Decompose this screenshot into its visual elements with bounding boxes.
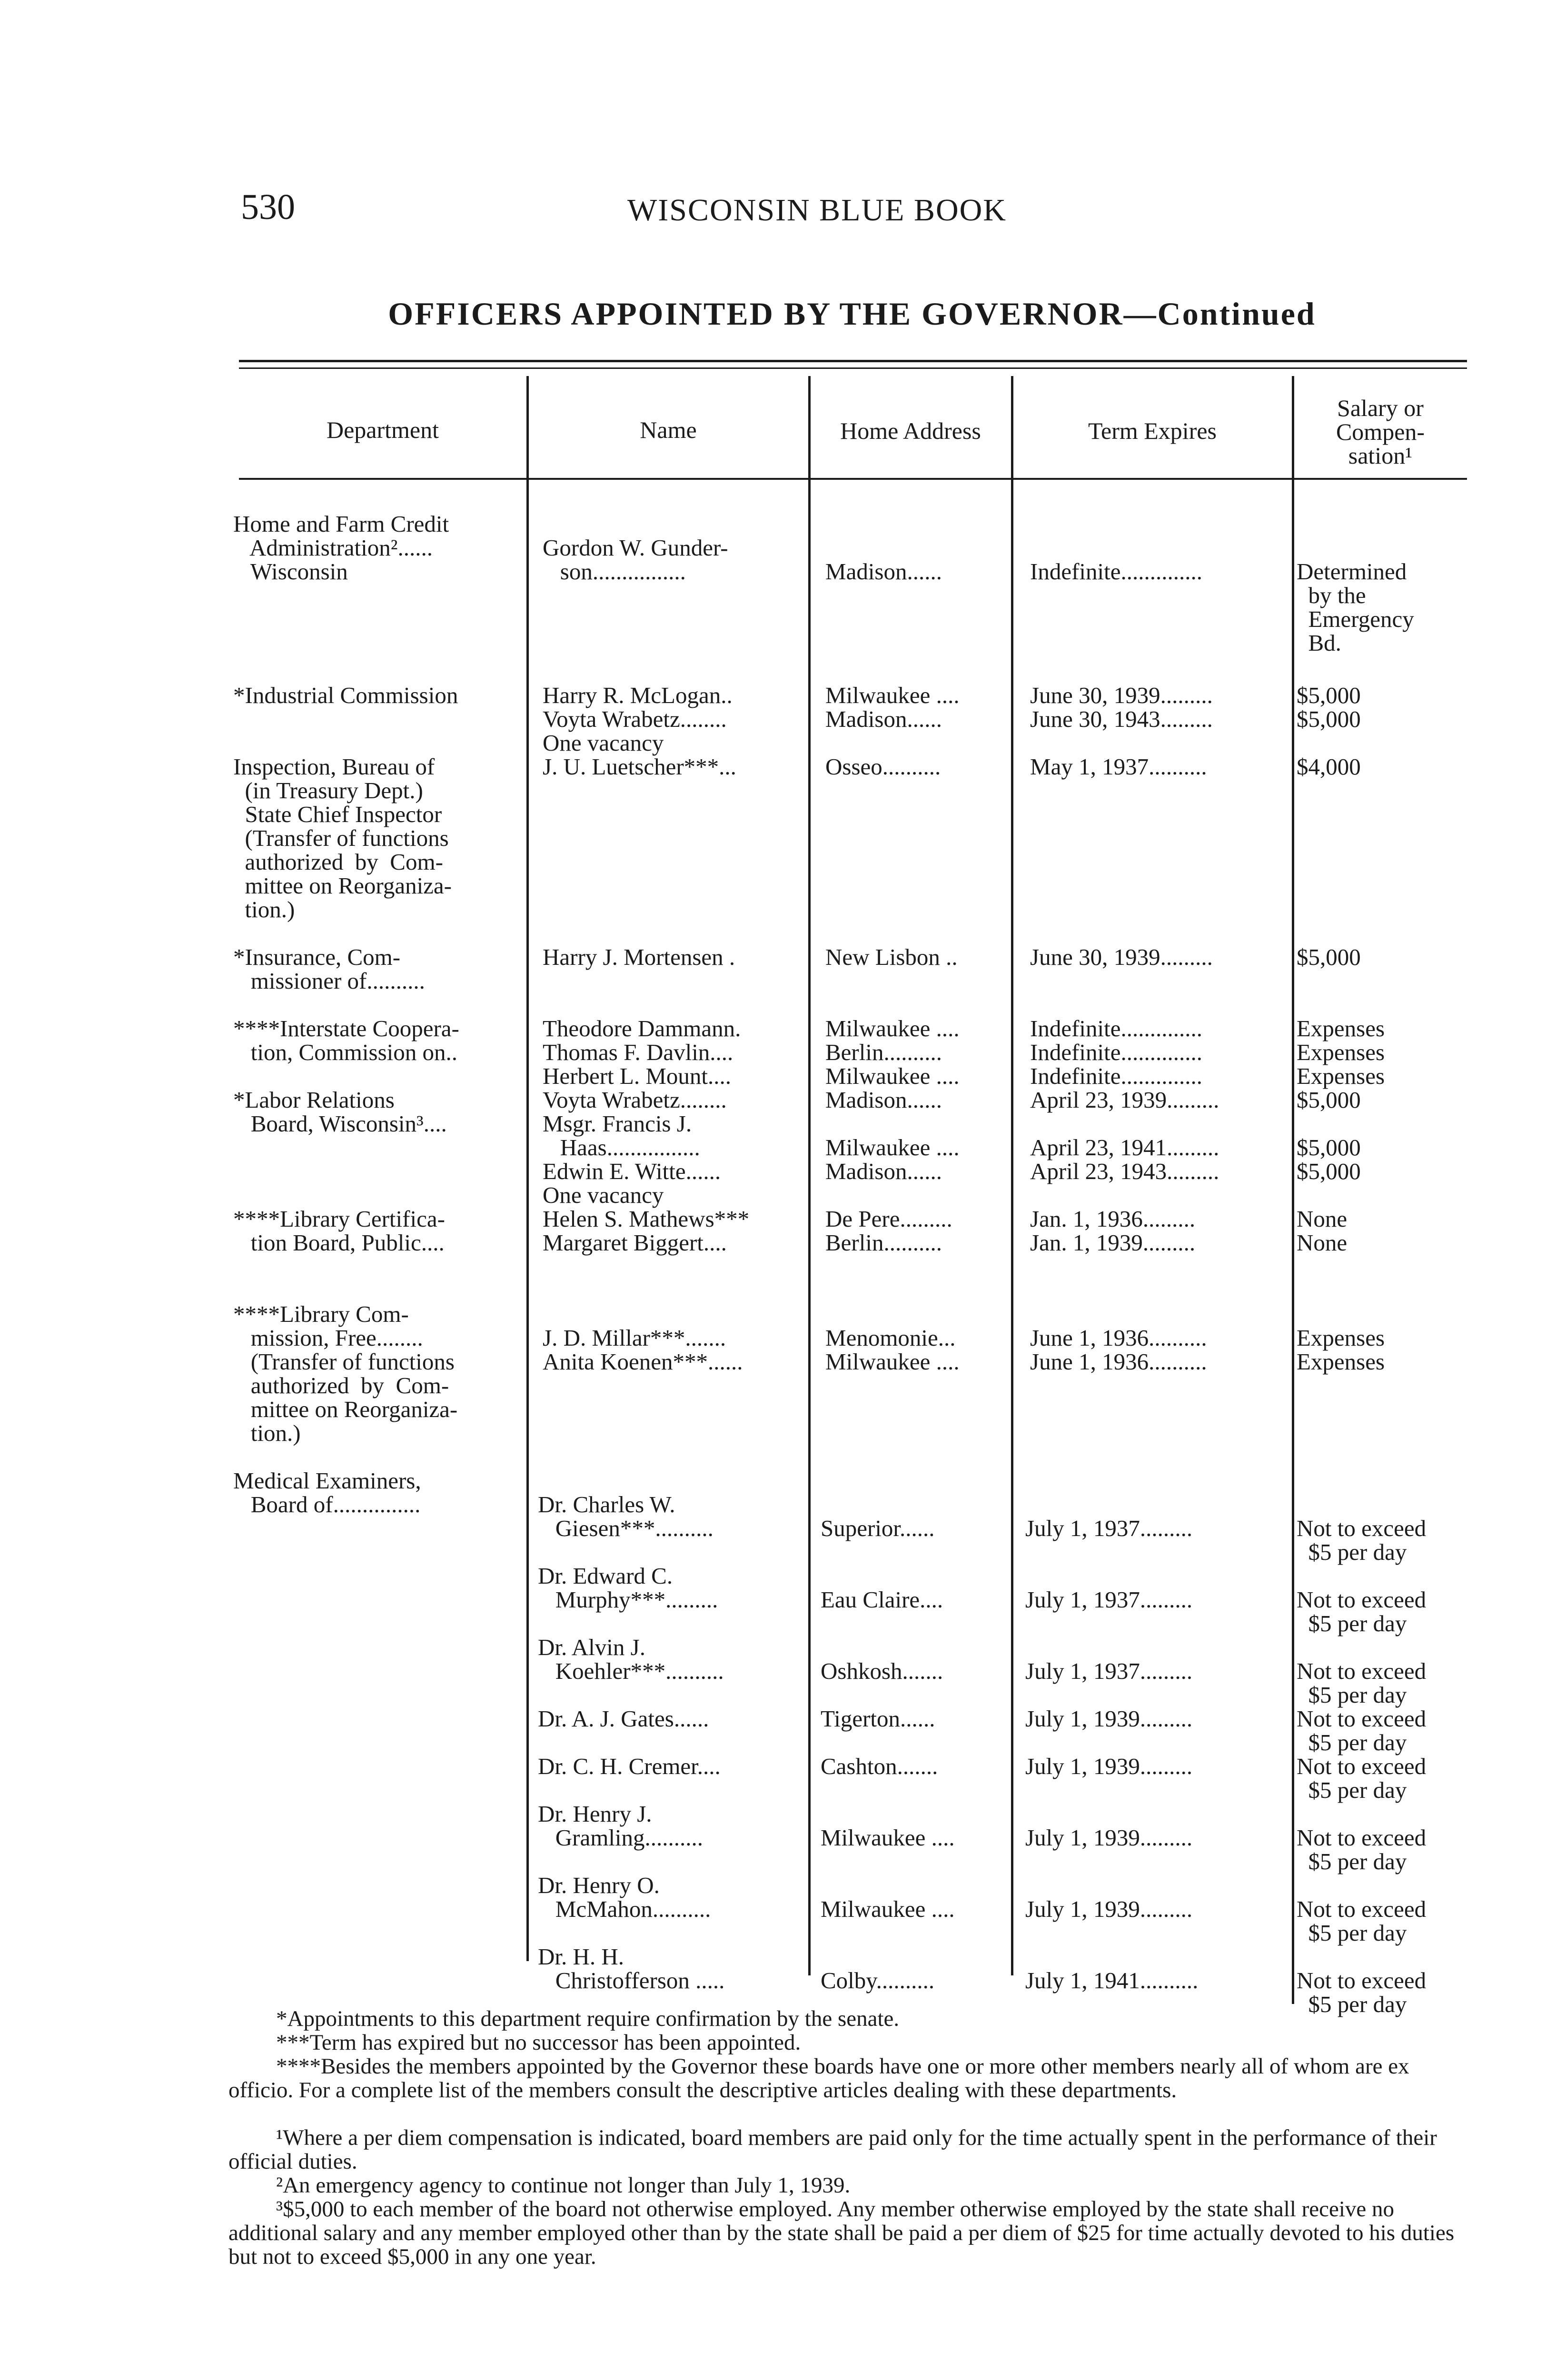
term-cell: May 1, 1937.......... [1030, 754, 1207, 780]
name-cell: Anita Koenen***...... [543, 1349, 743, 1375]
name-cell: Thomas F. Davlin.... [543, 1039, 733, 1065]
examiner-salary-cell: Not to exceed [1297, 1967, 1427, 1993]
salary-cell: Bd. [1297, 630, 1341, 656]
salary-cell: Expenses [1297, 1349, 1385, 1375]
department-cell: ****Interstate Coopera- [233, 1015, 459, 1041]
name-cell: Gordon W. Gunder- [543, 535, 728, 561]
department-cell: Administration²...... [233, 535, 433, 561]
footnote-text: ****Besides the members appointed by the Governor these boards have one or more other members nearly all of whom are ex officio. For a complete list of the members consult the descriptive articles dealing with these departments. [228, 2054, 1409, 2102]
column-divider [808, 376, 811, 1975]
name-cell: Msgr. Francis J. [543, 1111, 692, 1137]
term-cell: June 30, 1943......... [1030, 706, 1213, 732]
name-cell: Edwin E. Witte...... [543, 1158, 721, 1184]
examiner-term-cell: July 1, 1939......... [1025, 1825, 1193, 1851]
footnote [228, 2054, 1457, 2102]
examiner-name-cell: Dr. Henry O. [538, 1872, 660, 1898]
footnote-text: ¹Where a per diem compensation is indicated, board members are paid only for the time actually spent in the performance of their official duties. [228, 2125, 1437, 2174]
column-header-salary-line: sation¹ [1348, 442, 1413, 469]
page-number: 530 [241, 187, 295, 227]
examiner-address-cell: Colby.......... [821, 1967, 935, 1993]
name-cell: Voyta Wrabetz........ [543, 706, 727, 732]
examiner-salary-cell: Not to exceed [1297, 1658, 1427, 1684]
footnote-text: ²An emergency agency to continue not longer than July 1, 1939. [276, 2173, 851, 2198]
examiner-name-cell: Dr. Alvin J. [538, 1634, 645, 1660]
address-cell: New Lisbon .. [825, 944, 958, 970]
examiner-name-cell: Dr. Henry J. [538, 1801, 652, 1827]
examiner-term-cell: July 1, 1941.......... [1025, 1967, 1199, 1993]
address-cell: Berlin.......... [825, 1039, 942, 1065]
examiner-salary-cell: Not to exceed [1297, 1825, 1427, 1851]
department-cell: Wisconsin [233, 558, 348, 585]
section-title: OFFICERS APPOINTED BY THE GOVERNOR—Continued [388, 296, 1316, 332]
salary-cell: $5,000 [1297, 1158, 1361, 1184]
salary-cell: None [1297, 1206, 1348, 1232]
name-cell: Voyta Wrabetz........ [543, 1087, 727, 1113]
examiner-salary-cell: Not to exceed [1297, 1753, 1427, 1779]
address-cell: Menomonie... [825, 1325, 956, 1351]
examiner-salary-cell: $5 per day [1297, 1920, 1407, 1946]
name-cell: J. D. Millar***....... [543, 1325, 726, 1351]
department-cell: (Transfer of functions [233, 1349, 455, 1375]
department-cell: Home and Farm Credit [233, 511, 449, 537]
salary-cell: by the [1297, 582, 1366, 608]
salary-cell: $5,000 [1297, 706, 1361, 732]
department-cell: Medical Examiners, [233, 1468, 421, 1494]
term-cell: Jan. 1, 1936......... [1030, 1206, 1196, 1232]
salary-cell: None [1297, 1230, 1348, 1256]
footnote [228, 2126, 1457, 2173]
examiner-name-cell: Dr. Edward C. [538, 1563, 673, 1589]
footnote-text: ³$5,000 to each member of the board not otherwise employed. Any member otherwise employed by the state shall receive no additional salary and any member employed other than by the state shall be paid a per diem of $25 for time actually devoted to his duties but not to exceed $5,000 in any one year. [228, 2197, 1455, 2269]
address-cell: Milwaukee .... [825, 682, 960, 708]
examiner-salary-cell: Not to exceed [1297, 1587, 1427, 1613]
term-cell: June 30, 1939......... [1030, 682, 1213, 708]
department-cell: *Industrial Commission [233, 682, 458, 708]
name-cell: Helen S. Mathews*** [543, 1206, 750, 1232]
name-cell: One vacancy [543, 730, 664, 756]
examiner-address-cell: Milwaukee .... [821, 1825, 955, 1851]
examiner-term-cell: July 1, 1939......... [1025, 1753, 1193, 1779]
term-cell: Indefinite.............. [1030, 1039, 1202, 1065]
department-cell: authorized by Com- [233, 1372, 449, 1398]
salary-cell: $5,000 [1297, 1087, 1361, 1113]
address-cell: Milwaukee .... [825, 1015, 960, 1041]
examiner-name-cell: Murphy***......... [538, 1587, 718, 1613]
footnote [228, 2173, 1457, 2197]
salary-cell: $5,000 [1297, 944, 1361, 970]
address-cell: Madison...... [825, 558, 942, 585]
name-cell: son................ [543, 558, 686, 585]
column-header-department: Department [326, 416, 439, 443]
department-cell: Board, Wisconsin³.... [233, 1111, 447, 1137]
address-cell: Milwaukee .... [825, 1063, 960, 1089]
column-header-salary-line: Compen- [1336, 418, 1425, 445]
department-cell: mission, Free........ [233, 1325, 423, 1351]
term-cell: June 1, 1936.......... [1030, 1349, 1207, 1375]
examiner-term-cell: July 1, 1937......... [1025, 1587, 1193, 1613]
salary-cell: $5,000 [1297, 682, 1361, 708]
salary-cell: Expenses [1297, 1325, 1385, 1351]
examiner-salary-cell: $5 per day [1297, 1991, 1407, 2017]
salary-cell: $4,000 [1297, 754, 1361, 780]
examiner-name-cell: Dr. A. J. Gates...... [538, 1706, 709, 1732]
column-divider [1292, 376, 1294, 2004]
department-cell: missioner of.......... [233, 968, 425, 994]
department-cell: mittee on Reorganiza- [233, 873, 452, 899]
term-cell: Indefinite.............. [1030, 1015, 1202, 1041]
department-cell: tion.) [233, 1420, 301, 1446]
salary-cell: Expenses [1297, 1015, 1385, 1041]
examiner-salary-cell: Not to exceed [1297, 1896, 1427, 1922]
examiner-name-cell: Christofferson ..... [538, 1967, 725, 1993]
address-cell: Osseo.......... [825, 754, 941, 780]
footnote [228, 2031, 1457, 2054]
running-head: WISCONSIN BLUE BOOK [627, 193, 1007, 228]
department-cell: *Labor Relations [233, 1087, 395, 1113]
department-cell: Board of............... [233, 1491, 421, 1517]
term-cell: Indefinite.............. [1030, 1063, 1202, 1089]
address-cell: Madison...... [825, 1087, 942, 1113]
name-cell: Margaret Biggert.... [543, 1230, 727, 1256]
footnote [228, 2197, 1457, 2269]
salary-cell: Determined [1297, 558, 1407, 585]
examiner-name-cell: Dr. C. H. Cremer.... [538, 1753, 721, 1779]
examiner-salary-cell: $5 per day [1297, 1610, 1407, 1636]
column-header-salary [1294, 396, 1467, 467]
column-header-term-expires: Term Expires [1088, 417, 1217, 444]
footnote-text: *Appointments to this department require confirmation by the senate. [276, 2006, 900, 2031]
address-cell: Madison...... [825, 706, 942, 732]
address-cell: Milwaukee .... [825, 1134, 960, 1160]
term-cell: June 30, 1939......... [1030, 944, 1213, 970]
examiner-salary-cell: Not to exceed [1297, 1706, 1427, 1732]
examiner-salary-cell: $5 per day [1297, 1539, 1407, 1565]
examiner-salary-cell: Not to exceed [1297, 1515, 1427, 1541]
name-cell: One vacancy [543, 1182, 664, 1208]
address-cell: De Pere......... [825, 1206, 952, 1232]
term-cell: April 23, 1941......... [1030, 1134, 1219, 1160]
salary-cell: Emergency [1297, 606, 1414, 632]
examiner-salary-cell: $5 per day [1297, 1682, 1407, 1708]
department-cell: tion Board, Public.... [233, 1230, 445, 1256]
examiner-name-cell: Dr. H. H. [538, 1944, 624, 1970]
name-cell: Harry R. McLogan.. [543, 682, 733, 708]
department-cell: ****Library Com- [233, 1301, 409, 1327]
term-cell: April 23, 1939......... [1030, 1087, 1219, 1113]
examiner-term-cell: July 1, 1939......... [1025, 1706, 1193, 1732]
table-header-rule [239, 478, 1467, 480]
examiner-address-cell: Oshkosh....... [821, 1658, 943, 1684]
footnote [228, 2007, 1457, 2031]
column-header-salary-line: Salary or [1337, 395, 1424, 421]
examiner-address-cell: Superior...... [821, 1515, 935, 1541]
name-cell: Harry J. Mortensen . [543, 944, 735, 970]
salary-cell: $5,000 [1297, 1134, 1361, 1160]
examiner-address-cell: Milwaukee .... [821, 1896, 955, 1922]
department-cell: ****Library Certifica- [233, 1206, 445, 1232]
term-cell: April 23, 1943......... [1030, 1158, 1219, 1184]
department-cell: (in Treasury Dept.) [233, 777, 423, 803]
name-cell: Haas................ [543, 1134, 700, 1160]
examiner-term-cell: July 1, 1937......... [1025, 1515, 1193, 1541]
table-top-rule-1 [239, 360, 1467, 362]
department-cell: tion.) [233, 896, 295, 922]
examiner-term-cell: July 1, 1939......... [1025, 1896, 1193, 1922]
department-cell: *Insurance, Com- [233, 944, 401, 970]
column-header-name: Name [640, 416, 697, 443]
address-cell: Milwaukee .... [825, 1349, 960, 1375]
term-cell: Jan. 1, 1939......... [1030, 1230, 1196, 1256]
department-cell: Inspection, Bureau of [233, 754, 435, 780]
department-cell: tion, Commission on.. [233, 1039, 458, 1065]
column-header-home-address: Home Address [840, 417, 981, 444]
name-cell: Theodore Dammann. [543, 1015, 741, 1041]
salary-cell: Expenses [1297, 1039, 1385, 1065]
department-cell: authorized by Com- [233, 849, 443, 875]
examiner-address-cell: Cashton....... [821, 1753, 938, 1779]
examiner-address-cell: Tigerton...... [821, 1706, 935, 1732]
examiner-salary-cell: $5 per day [1297, 1777, 1407, 1803]
name-cell: Herbert L. Mount.... [543, 1063, 731, 1089]
examiner-salary-cell: $5 per day [1297, 1848, 1407, 1874]
salary-cell: Expenses [1297, 1063, 1385, 1089]
address-cell: Madison...... [825, 1158, 942, 1184]
table-top-rule-2 [239, 367, 1467, 369]
department-cell: mittee on Reorganiza- [233, 1396, 458, 1422]
examiner-term-cell: July 1, 1937......... [1025, 1658, 1193, 1684]
term-cell: Indefinite.............. [1030, 558, 1202, 585]
department-cell: State Chief Inspector [233, 801, 442, 827]
examiner-name-cell: Dr. Charles W. [538, 1491, 675, 1517]
term-cell: June 1, 1936.......... [1030, 1325, 1207, 1351]
examiner-name-cell: McMahon.......... [538, 1896, 711, 1922]
column-divider [526, 376, 529, 1961]
examiner-name-cell: Gramling.......... [538, 1825, 704, 1851]
examiner-name-cell: Koehler***.......... [538, 1658, 724, 1684]
address-cell: Berlin.......... [825, 1230, 942, 1256]
examiner-address-cell: Eau Claire.... [821, 1587, 943, 1613]
department-cell: (Transfer of functions [233, 825, 449, 851]
examiner-salary-cell: $5 per day [1297, 1729, 1407, 1755]
name-cell: J. U. Luetscher***... [543, 754, 736, 780]
footnote-text: ***Term has expired but no successor has been appointed. [276, 2030, 801, 2055]
column-divider [1011, 376, 1013, 1975]
examiner-name-cell: Giesen***.......... [538, 1515, 714, 1541]
